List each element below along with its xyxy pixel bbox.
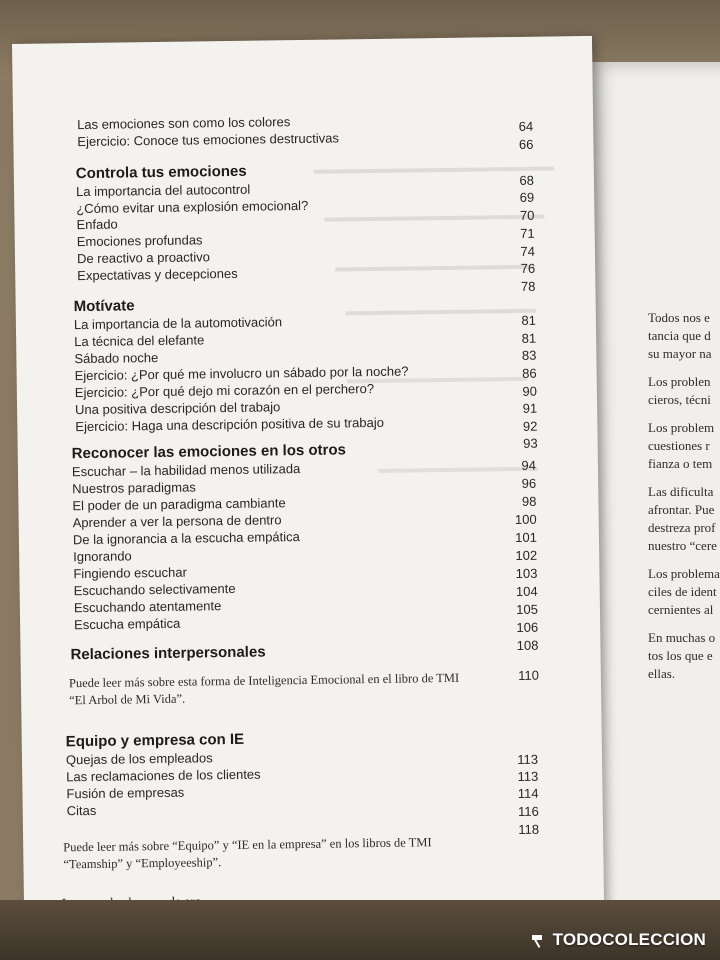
toc-entry-title: Sábado noche [74, 349, 159, 367]
toc-entry-page: 64 [518, 118, 534, 134]
toc-entry-page: 70 [519, 207, 535, 223]
right-page-line: Los problema [648, 566, 720, 581]
toc-entry-title: La importancia del autocontrol [75, 181, 251, 200]
right-page-line: Las dificulta [648, 484, 714, 499]
toc-entry-page: 116 [517, 803, 539, 820]
note-relaciones: Puede leer más sobre esta forma de Inteligencia Emocional en el libro de TMI “El Arbol de Mi Vida”. [68, 670, 460, 708]
note-equipo: Puede leer más sobre “Equipo” y “IE en la empresa” en los libros de TMI “Teamship” y “Employeeship”. [63, 835, 432, 872]
toc-entry-page: 76 [520, 260, 536, 276]
toc-entry-page: 118 [518, 821, 540, 838]
toc-entry-title: Fingiendo escuchar [73, 564, 187, 582]
toc-entry-title: Escucha empática [74, 615, 181, 633]
toc-entry-title: Escuchando selectivamente [73, 580, 236, 599]
section-heading: Relaciones interpersonales [70, 643, 266, 664]
toc-entry-page: 113 [517, 751, 539, 768]
toc-entry-page: 108 [516, 637, 539, 654]
toc-entry-page: 93 [523, 435, 538, 451]
right-page [588, 62, 720, 942]
right-page-line: destreza prof [648, 520, 716, 535]
right-page-line: cernientes al [648, 602, 714, 617]
right-page-line: nuestro “cere [648, 538, 717, 553]
toc-entry-title: De reactivo a proactivo [76, 249, 211, 267]
toc-entry-page: 90 [522, 383, 538, 399]
right-page-line: Todos nos e [648, 310, 710, 325]
toc-entry-page: 81 [521, 330, 537, 346]
toc-entry-page: 100 [514, 511, 537, 528]
watermark-text: TODOCOLECCION [552, 930, 706, 949]
toc-entry-title: Escuchando atentamente [73, 598, 222, 616]
toc-entry-page: 92 [522, 418, 538, 434]
toc-entry-title: Ejercicio: ¿Por qué dejo mi corazón en el perchero? [74, 380, 375, 401]
toc-entry-page: 86 [522, 365, 537, 381]
toc-entry-page: 96 [521, 475, 537, 491]
toc-entry-title: Citas [66, 802, 97, 819]
toc-entry-page: 101 [515, 529, 538, 546]
toc-entry-page: 104 [515, 583, 538, 600]
toc-entry-title: La técnica del elefante [74, 332, 205, 350]
right-page-line: cuestiones r [648, 438, 710, 453]
toc-entry-title: Quejas de los empleados [65, 750, 213, 768]
toc-entry-title: Aprender a ver la persona de dentro [72, 512, 282, 531]
section-heading: Controla tus emociones [75, 162, 247, 183]
right-page-line: tos los que e [648, 648, 713, 663]
hammer-icon [532, 935, 548, 947]
toc-entry-page: 102 [515, 547, 538, 564]
toc-entry-page: 81 [521, 312, 537, 328]
right-page-line: su mayor na [648, 346, 712, 361]
toc-entry-page: 74 [520, 243, 536, 259]
toc-entry-title: Expectativas y decepciones [77, 265, 238, 284]
right-page-line: tancia que d [648, 328, 711, 343]
right-page-line: ellas. [648, 666, 676, 681]
toc-entry-page: 69 [519, 189, 535, 205]
toc-entry-page: 83 [521, 347, 537, 363]
toc-entry-title: Emociones profundas [76, 232, 203, 250]
toc-entry-page: 78 [520, 278, 536, 294]
right-page-line: cieros, técni [648, 392, 711, 407]
toc-entry-page: 94 [521, 457, 537, 473]
toc-entry-title: Ejercicio: Haga una descripción positiva de su trabajo [75, 414, 384, 435]
toc-entry-title: Las emociones son como los colores [77, 114, 291, 133]
toc-entry-page: 98 [521, 493, 537, 509]
right-page-line: En muchas o [648, 630, 716, 645]
toc-entry-title: Las reclamaciones de los clientes [66, 766, 261, 785]
toc-entry-title: El poder de un paradigma cambiante [72, 495, 286, 514]
right-page-line: ciles de ident [648, 584, 717, 599]
right-page-line: Los problen [648, 374, 711, 389]
toc-entry-page: 110 [518, 667, 539, 683]
toc-entry-page: 66 [518, 136, 534, 152]
toc-entry-page: 106 [516, 619, 539, 636]
toc-entry-page: 105 [516, 601, 539, 618]
toc-entry-title: Ejercicio: ¿Por qué me involucro un sábado por la noche? [74, 363, 409, 384]
toc-entry-page: 103 [515, 565, 538, 582]
toc-entry-title: La importancia de la automotivación [73, 314, 283, 333]
toc-entry-page: 114 [517, 785, 539, 802]
toc-entry-title: Ignorando [73, 548, 132, 565]
watermark [532, 930, 706, 950]
toc-entry-title: Una positiva descripción del trabajo [75, 399, 281, 418]
toc-entry-page: 68 [519, 172, 535, 188]
left-page [12, 36, 604, 924]
toc-entry-title: ¿Cómo evitar una explosión emocional? [76, 197, 309, 217]
toc-entry-title: Ejercicio: Conoce tus emociones destructivas [77, 130, 340, 150]
show-through-line [314, 154, 554, 173]
right-page-line: afrontar. Pue [648, 502, 715, 517]
toc-entry-title: Nuestros paradigmas [72, 479, 196, 497]
toc-entry-title: Escuchar – la habilidad menos utilizada [71, 461, 301, 480]
toc-entry-title: Enfado [76, 216, 118, 233]
section-heading: Motívate [73, 297, 135, 316]
section-heading: Reconocer las emociones en los otros [71, 441, 347, 463]
toc-entry-title: De la ignorancia a la escucha empática [72, 529, 300, 548]
toc-entry-page: 113 [517, 768, 539, 785]
toc-entry-page: 91 [522, 400, 538, 416]
section-heading: Equipo y empresa con IE [65, 730, 245, 751]
right-page-line: Los problem [648, 420, 715, 435]
toc-entry-page: 71 [520, 225, 535, 241]
toc-entry-title: Fusión de empresas [66, 784, 185, 802]
right-page-line: fianza o tem [648, 456, 713, 471]
